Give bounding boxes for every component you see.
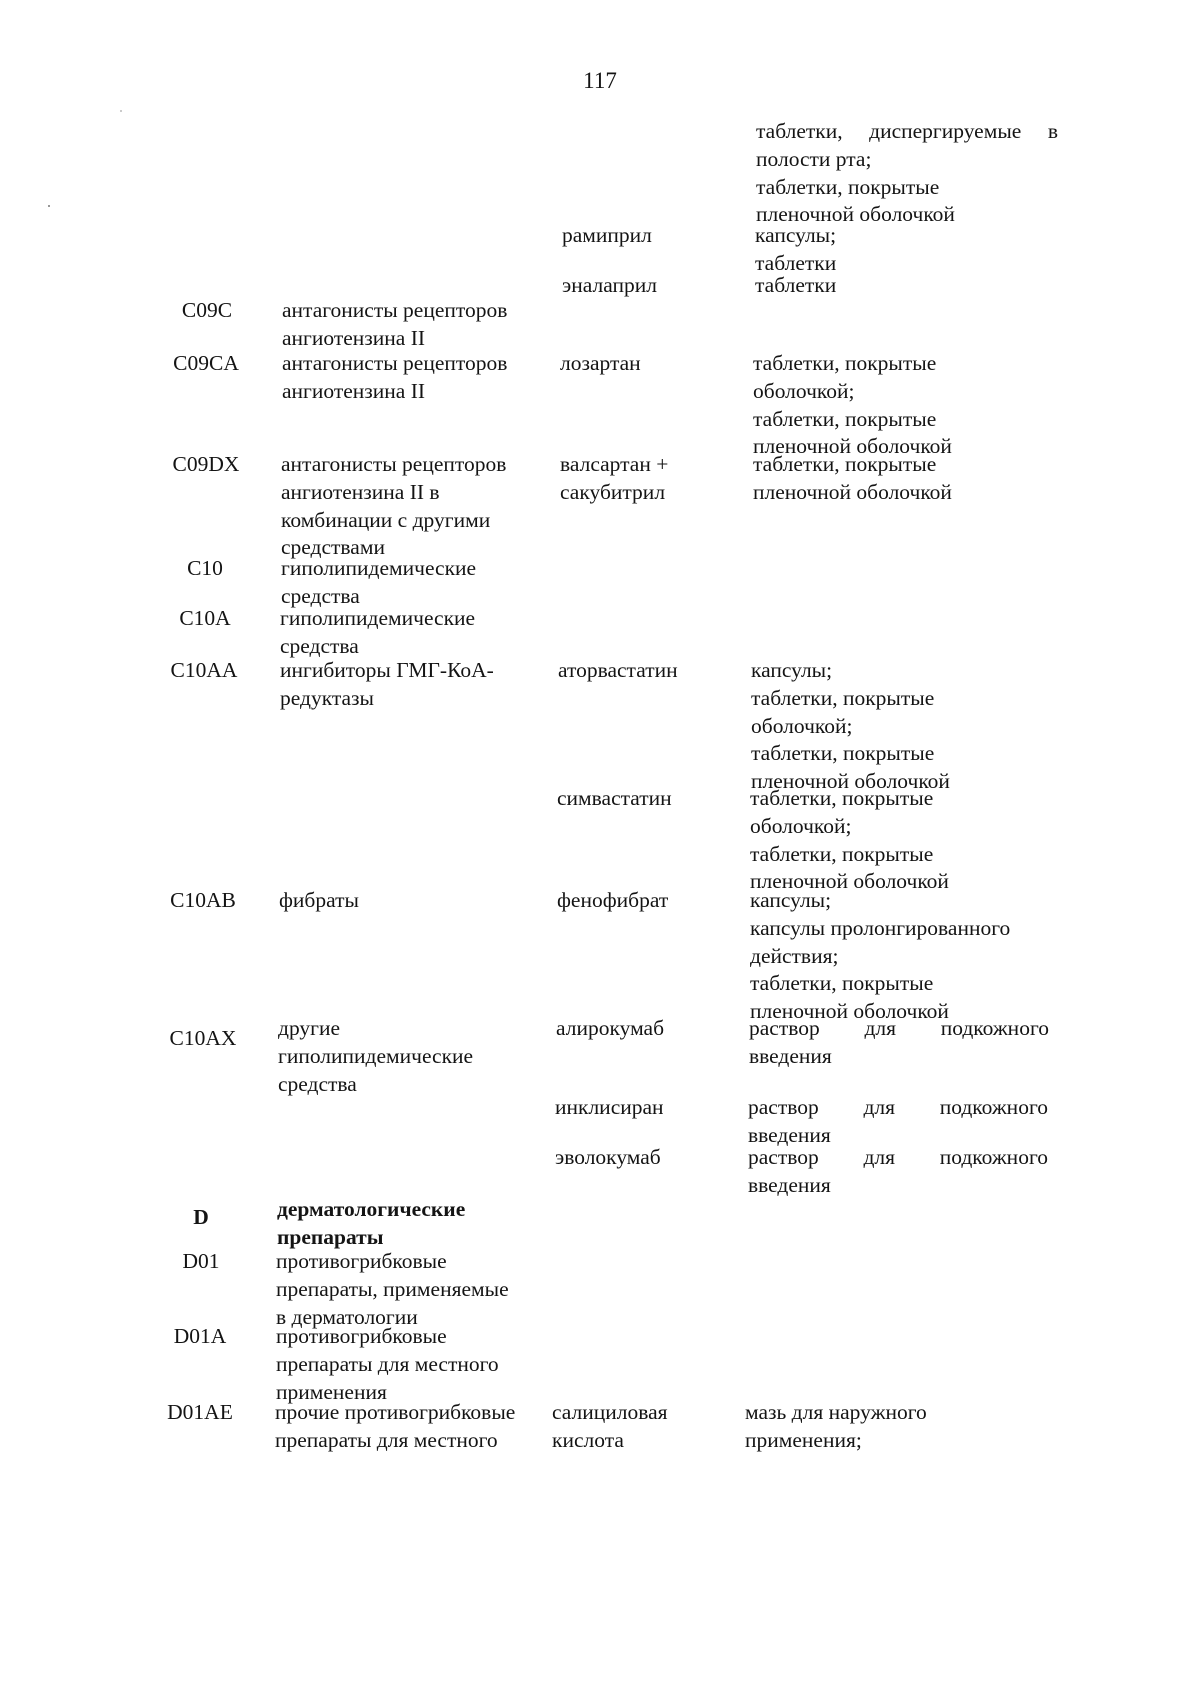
drug-name — [560, 350, 750, 378]
drug-line: валсартан + — [560, 452, 669, 476]
dosage-form-word: для — [863, 1145, 895, 1169]
dosage-form-line: капсулы пролонгированного — [750, 915, 1011, 940]
dosage-form-line: введения — [748, 1122, 831, 1147]
group-line: средства — [278, 1071, 357, 1096]
drug-line: кислота — [552, 1427, 624, 1452]
atc-code: D01A — [173, 1324, 227, 1348]
drug-line: эналаприл — [562, 273, 657, 297]
drug-line: рамиприл — [562, 223, 652, 247]
drug-name — [560, 451, 750, 507]
atc-code: D01AE — [167, 1400, 233, 1424]
drug-name — [557, 785, 747, 813]
dosage-forms — [748, 1094, 1088, 1150]
dosage-form-line: пленочной оболочкой — [753, 479, 952, 504]
dosage-form-line: оболочкой; — [751, 713, 853, 738]
dosage-form-line: таблетки, покрытые — [751, 741, 935, 766]
dosage-forms — [745, 1399, 1085, 1455]
dosage-form-word: для — [864, 1016, 896, 1040]
drug-name — [558, 657, 748, 685]
dosage-form-line: оболочкой; — [750, 813, 852, 838]
group-line: антагонисты рецепторов — [282, 351, 508, 375]
dosage-forms — [753, 451, 1093, 507]
group-line: препараты для местного — [275, 1427, 498, 1452]
group-line: средствами — [281, 535, 385, 560]
scan-speck — [120, 110, 122, 112]
dosage-form-word: подкожного — [939, 1145, 1048, 1169]
dosage-forms — [755, 272, 1095, 300]
drug-line: салициловая — [552, 1400, 668, 1424]
atc-code: C10AX — [169, 1026, 237, 1050]
drug-name — [555, 1094, 745, 1122]
dosage-form-line: таблетки, покрытые — [753, 351, 937, 375]
drug-line: аторвастатин — [558, 658, 678, 682]
anatomical-therapeutic-group — [275, 1399, 555, 1455]
atc-code: C09DX — [172, 452, 240, 476]
drug-line: симвастатин — [557, 786, 672, 810]
dosage-forms — [756, 118, 1096, 229]
dosage-form-line: таблетки, покрытые — [750, 971, 934, 996]
group-line: гиполипидемические — [281, 556, 477, 580]
dosage-forms — [755, 222, 1095, 278]
group-line: ангиотензина II — [282, 325, 426, 350]
group-line: средства — [281, 583, 360, 608]
dosage-form-line: мазь для наружного — [745, 1400, 927, 1424]
group-line: комбинации с другими — [281, 507, 491, 532]
anatomical-therapeutic-group — [279, 887, 559, 915]
dosage-forms — [748, 1144, 1088, 1200]
drug-line: сакубитрил — [560, 479, 666, 504]
group-line: антагонисты рецепторов — [282, 298, 508, 322]
dosage-form-word: в — [1047, 119, 1058, 143]
group-line: ингибиторы ГМГ-КоА- — [280, 658, 494, 682]
dosage-form-line: пленочной оболочкой — [750, 869, 949, 894]
dosage-forms — [749, 1015, 1089, 1071]
dosage-form-line: таблетки, покрытые — [753, 406, 937, 431]
drug-name — [555, 1144, 745, 1172]
group-line: применения — [276, 1379, 387, 1404]
drug-name — [557, 887, 747, 915]
dosage-form-word: подкожного — [939, 1095, 1048, 1119]
atc-code: C10AA — [170, 658, 238, 682]
atc-code: D — [193, 1205, 209, 1229]
dosage-form-line: введения — [748, 1172, 831, 1197]
scan-speck — [48, 205, 50, 207]
dosage-form-line — [756, 118, 1058, 146]
group-line: гиполипидемические — [278, 1043, 474, 1068]
dosage-form-line: капсулы; — [750, 888, 832, 912]
dosage-form-word: раствор — [748, 1145, 819, 1169]
dosage-form-word: для — [863, 1095, 895, 1119]
group-line: антагонисты рецепторов — [281, 452, 507, 476]
dosage-form-line: таблетки — [755, 250, 837, 275]
group-line: в дерматологии — [276, 1304, 418, 1329]
drug-name — [556, 1015, 746, 1043]
group-line: препараты, применяемые — [276, 1276, 509, 1301]
dosage-form-line — [748, 1094, 1048, 1122]
dosage-forms — [753, 350, 1093, 461]
group-line: редуктазы — [280, 685, 374, 710]
anatomical-therapeutic-group — [278, 1015, 558, 1098]
page-number: 117 — [583, 68, 617, 93]
group-line: ангиотензина II — [282, 378, 426, 403]
dosage-form-word: подкожного — [940, 1016, 1049, 1040]
group-line: противогрибковые — [276, 1249, 447, 1273]
dosage-forms — [750, 785, 1090, 896]
dosage-form-line: капсулы; — [751, 658, 833, 682]
dosage-form-word: раствор — [748, 1095, 819, 1119]
dosage-form-line — [749, 1015, 1049, 1043]
anatomical-therapeutic-group — [281, 451, 561, 562]
anatomical-therapeutic-group — [280, 657, 560, 713]
dosage-forms — [751, 657, 1091, 796]
anatomical-therapeutic-group — [276, 1323, 556, 1406]
drug-line: алирокумаб — [556, 1016, 665, 1040]
group-line: препараты для местного — [276, 1351, 499, 1376]
dosage-form-line: пленочной оболочкой — [753, 434, 952, 459]
dosage-form-word: таблетки, — [756, 119, 843, 143]
dosage-forms — [750, 887, 1090, 1026]
anatomical-therapeutic-group — [281, 555, 561, 611]
dosage-form-line: таблетки, покрытые — [756, 174, 940, 199]
dosage-form-line: таблетки — [755, 273, 837, 297]
dosage-form-line: введения — [749, 1043, 832, 1068]
atc-code: D01 — [182, 1249, 220, 1273]
group-line: препараты — [277, 1224, 384, 1249]
dosage-form-word: раствор — [749, 1016, 820, 1040]
group-line: противогрибковые — [276, 1324, 447, 1348]
anatomical-therapeutic-group — [282, 350, 562, 406]
dosage-form-line: таблетки, покрытые — [750, 786, 934, 810]
dosage-form-line: таблетки, покрытые — [750, 841, 934, 866]
dosage-form-line: пленочной оболочкой — [750, 999, 949, 1024]
dosage-form-line: капсулы; — [755, 223, 837, 247]
dosage-form-line: пленочной оболочкой — [756, 202, 955, 227]
group-line: дерматологические — [277, 1197, 466, 1221]
atc-code: C09CA — [173, 351, 239, 375]
drug-name — [552, 1399, 742, 1455]
atc-code: C10 — [187, 556, 223, 580]
drug-line: эволокумаб — [555, 1145, 661, 1169]
drug-line: лозартан — [560, 351, 641, 375]
dosage-form-line — [748, 1144, 1048, 1172]
drug-line: инклисиран — [555, 1095, 664, 1119]
drug-name — [562, 272, 752, 300]
anatomical-therapeutic-group — [280, 605, 560, 661]
dosage-form-line: таблетки, покрытые — [751, 685, 935, 710]
anatomical-therapeutic-group — [282, 297, 562, 353]
anatomical-therapeutic-group — [277, 1196, 557, 1252]
anatomical-therapeutic-group — [276, 1248, 556, 1331]
dosage-form-line: действия; — [750, 943, 839, 968]
dosage-form-line: пленочной оболочкой — [751, 769, 950, 794]
atc-code: C10AB — [170, 888, 236, 912]
drug-name — [562, 222, 752, 250]
group-line: прочие противогрибковые — [275, 1400, 516, 1424]
drug-line: фенофибрат — [557, 888, 669, 912]
group-line: ангиотензина II в — [281, 479, 440, 504]
dosage-form-line: оболочкой; — [753, 378, 855, 403]
dosage-form-line: таблетки, покрытые — [753, 452, 937, 476]
group-line: другие — [278, 1016, 341, 1040]
group-line: средства — [280, 633, 359, 658]
dosage-form-line: полости рта; — [756, 146, 872, 171]
group-line: гиполипидемические — [280, 606, 476, 630]
group-line: фибраты — [279, 888, 359, 912]
atc-code: C10A — [179, 606, 231, 630]
dosage-form-line: применения; — [745, 1427, 862, 1452]
atc-code: C09C — [181, 298, 233, 322]
dosage-form-word: диспергируемые — [869, 119, 1022, 143]
